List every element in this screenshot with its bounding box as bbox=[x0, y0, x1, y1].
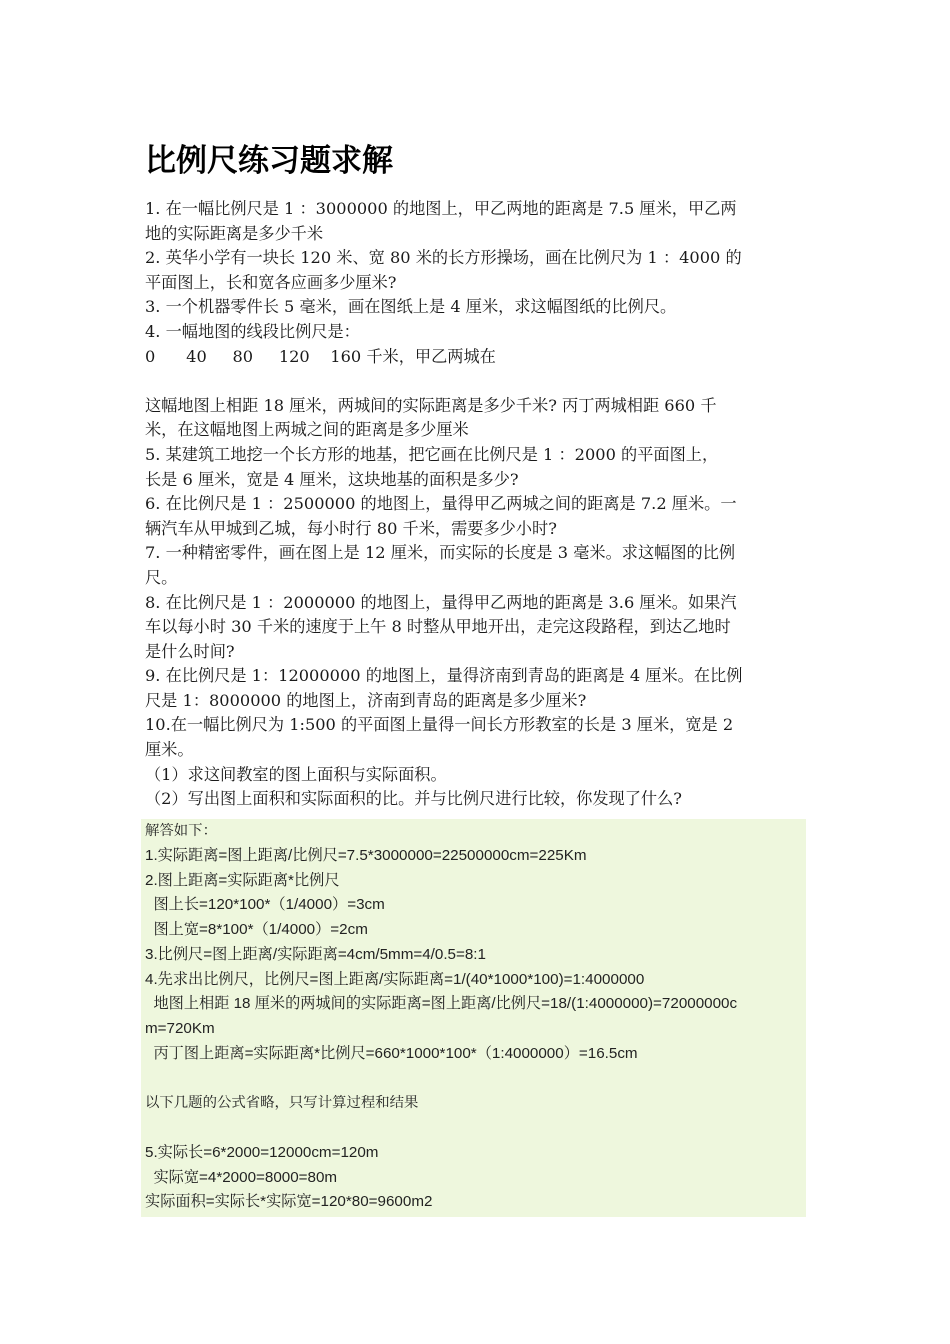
problem-line: （1）求这间教室的图上面积与实际面积。 bbox=[145, 764, 447, 784]
problem-line: 10.在一幅比例尺为 1:500 的平面图上量得一间长方形教室的长是 3 厘米，宽是 2 bbox=[145, 715, 734, 735]
problem-line: 长是 6 厘米，宽是 4 厘米，这块地基的面积是多少? bbox=[145, 469, 519, 489]
answer-section bbox=[141, 819, 806, 1217]
blank-line bbox=[145, 1067, 806, 1092]
problem-line: 厘米。 bbox=[145, 740, 194, 760]
problem-line: （2）写出图上面积和实际面积的比。并与比例尺进行比较，你发现了什么? bbox=[145, 789, 682, 809]
answer-line: m=720Km bbox=[145, 1020, 215, 1037]
answer-note: 以下几题的公式省略，只写计算过程和结果 bbox=[145, 1095, 419, 1112]
blank-line bbox=[145, 1116, 806, 1141]
answer-line: 图上宽=8*100*（1/4000）=2cm bbox=[145, 921, 368, 938]
answer-line: 2.图上距离=实际距离*比例尺 bbox=[145, 871, 340, 889]
problem-line: 地的实际距离是多少千米 bbox=[145, 223, 324, 243]
problem-list bbox=[145, 197, 815, 812]
answer-line: 解答如下： bbox=[145, 823, 217, 839]
answer-line: 4.先求出比例尺，比例尺=图上距离/实际距离=1/(40*1000*100)=1:4000000 bbox=[145, 970, 645, 988]
answer-line: 图上长=120*100*（1/4000）=3cm bbox=[145, 896, 385, 914]
problem-line: 车以每小时 30 千米的速度于上午 8 时整从甲地开出，走完这段路程，到达乙地时 bbox=[145, 617, 731, 637]
problem-line: 9. 在比例尺是 1：12000000 的地图上，量得济南到青岛的距离是 4 厘米。在比例 bbox=[145, 666, 743, 686]
answer-line: 丙丁图上距离=实际距离*比例尺=660*1000*100*（1:4000000）=16.5cm bbox=[145, 1044, 638, 1062]
blank-line bbox=[145, 369, 815, 394]
scale-bar-line: 0 40 80 120 160 千米，甲乙两城在 bbox=[145, 346, 496, 366]
answer-line: 地图上相距 18 厘米的两城间的实际距离=图上距离/比例尺=18/(1:4000000)=72000000c bbox=[145, 995, 738, 1013]
problem-line: 8. 在比例尺是 1 ：2000000 的地图上，量得甲乙两地的距离是 3.6 厘米。如果汽 bbox=[145, 592, 737, 612]
problem-line: 是什么时间? bbox=[145, 641, 235, 661]
problem-line: 辆汽车从甲城到乙城，每小时行 80 千米，需要多少小时? bbox=[145, 518, 557, 538]
problem-line: 4. 一幅地图的线段比例尺是： bbox=[145, 321, 360, 341]
problem-line: 3. 一个机器零件长 5 毫米，画在图纸上是 4 厘米，求这幅图纸的比例尺。 bbox=[145, 297, 677, 317]
problem-line: 7. 一种精密零件，画在图上是 12 厘米，而实际的长度是 3 毫米。求这幅图的比例 bbox=[145, 543, 736, 563]
problem-line: 尺。 bbox=[145, 567, 178, 587]
answer-line: 5.实际长=6*2000=12000cm=120m bbox=[145, 1143, 379, 1161]
problem-line: 1. 在一幅比例尺是 1 ：3000000 的地图上，甲乙两地的距离是 7.5 厘米，甲乙两 bbox=[145, 199, 737, 218]
page-title: 比例尺练习题求解 bbox=[145, 143, 393, 179]
problem-line: 6. 在比例尺是 1 ：2500000 的地图上，量得甲乙两城之间的距离是 7.2 厘米。一 bbox=[145, 494, 737, 514]
problem-line: 尺是 1：8000000 的地图上，济南到青岛的距离是多少厘米? bbox=[145, 690, 587, 710]
answer-line: 1.实际距离=图上距离/比例尺=7.5*3000000=22500000cm=225Km bbox=[145, 846, 587, 864]
problem-line: 米，在这幅地图上两城之间的距离是多少厘米 bbox=[145, 420, 469, 440]
answer-line: 3.比例尺=图上距离/实际距离=4cm/5mm=4/0.5=8:1 bbox=[145, 945, 486, 963]
answer-line: 实际宽=4*2000=8000=80m bbox=[145, 1168, 338, 1186]
problem-line: 平面图上，长和宽各应画多少厘米? bbox=[145, 272, 397, 292]
problem-line: 5. 某建筑工地挖一个长方形的地基，把它画在比例尺是 1 ：2000 的平面图上， bbox=[145, 444, 719, 464]
problem-line: 2. 英华小学有一块长 120 米、宽 80 米的长方形操场，画在比例尺为 1 ：4000 的 bbox=[145, 248, 742, 268]
answer-line: 实际面积=实际长*实际宽=120*80=9600m2 bbox=[145, 1193, 433, 1211]
problem-line: 这幅地图上相距 18 厘米，两城间的实际距离是多少千米? 丙丁两城相距 660 千 bbox=[145, 395, 717, 415]
